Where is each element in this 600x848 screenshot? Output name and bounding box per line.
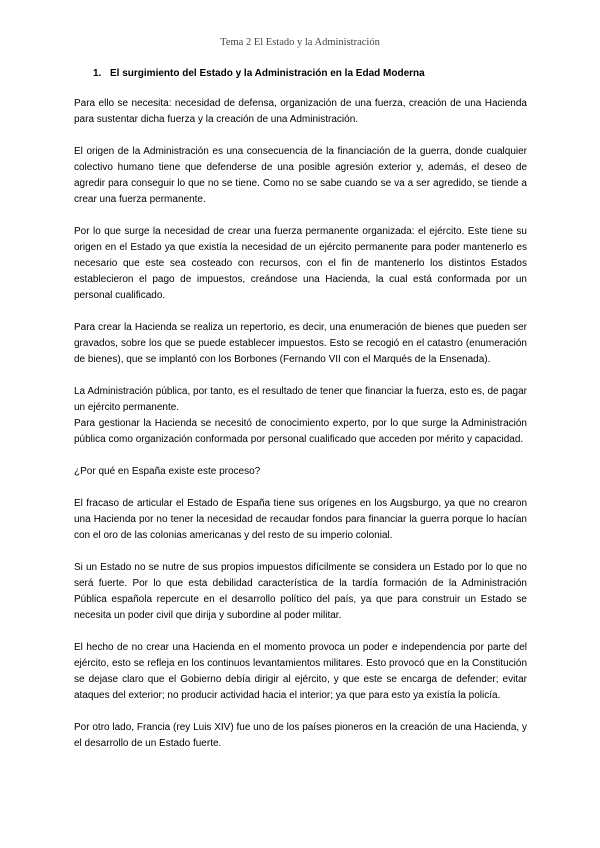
section-heading xyxy=(93,66,527,82)
document-body xyxy=(74,66,527,768)
paragraph: El hecho de no crear una Hacienda en el momento provoca un poder e independencia por parte del ejército, esto se refleja en los continuos levantamientos militares. Esto provocó que en la Constitución se dejase claro que el Gobierno debía dirigir al ejército, y que este se encarga de defender; evitar ataques del exterior; no producir actividad hacia el interior; ya que para esto ya existía la policía. xyxy=(74,642,527,701)
paragraph: La Administración pública, por tanto, es el resultado de tener que financiar la fuerza, esto es, de pagar un ejército permanente. xyxy=(74,386,527,413)
paragraph: El fracaso de articular el Estado de España tiene sus orígenes en los Augsburgo, ya que no crearon una Hacienda por no tener la necesidad de recaudar fondos para financiar la guerra porque lo hacían con el oro de las colonias americanas y del resto de su imperio colonial. xyxy=(74,498,527,541)
paragraph: El origen de la Administración es una consecuencia de la financiación de la guerra, donde cualquier colectivo humano tiene que defenderse de una posible agresión exterior y, además, el deseo de agredir para conseguir lo que no se tiene. Como no se sabe cuando se va a ser agredido, se tiende a crear una fuerza permanente. xyxy=(74,146,527,205)
section-title: El surgimiento del Estado y la Administración en la Edad Moderna xyxy=(110,68,425,79)
question-heading: ¿Por qué en España existe este proceso? xyxy=(74,466,261,477)
section-number: 1. xyxy=(93,68,102,79)
paragraph: Para ello se necesita: necesidad de defensa, organización de una fuerza, creación de una Hacienda para sustentar dicha fuerza y la creación de una Administración. xyxy=(74,98,527,125)
paragraph: Por otro lado, Francia (rey Luis XIV) fue uno de los países pioneros en la creación de una Hacienda, y el desarrollo de un Estado fuerte. xyxy=(74,722,527,749)
paragraph: Si un Estado no se nutre de sus propios impuestos difícilmente se considera un Estado por lo que no será fuerte. Por lo que esta debilidad característica de la tardía formación de la Administración Pública española repercute en el desarrollo político del país, ya que para construir un Estado se necesita un poder civil que dirija y subordine al poder militar. xyxy=(74,562,527,621)
page-header: Tema 2 El Estado y la Administración xyxy=(220,37,380,48)
paragraph: Por lo que surge la necesidad de crear una fuerza permanente organizada: el ejército. Este tiene su origen en el Estado ya que existía la necesidad de un ejército permanente para poder mantenerlo es necesario que este sea costeado con recursos, con el fin de mantenerlo los distintos Estados establecieron el pago de impuestos, creándose una Hacienda, la cual está conformada por un personal cualificado. xyxy=(74,226,527,301)
paragraph: Para crear la Hacienda se realiza un repertorio, es decir, una enumeración de bienes que pueden ser gravados, sobre los que se puede establecer impuestos. Esto se recogió en el catastro (enumeración de bienes), que se implantó con los Borbones (Fernando VII con el Marqués de la Ensenada). xyxy=(74,322,527,365)
paragraph: Para gestionar la Hacienda se necesitó de conocimiento experto, por lo que surge la Administración pública como organización conformada por personal cualificado que acceden por mérito y capacidad. xyxy=(74,418,527,445)
